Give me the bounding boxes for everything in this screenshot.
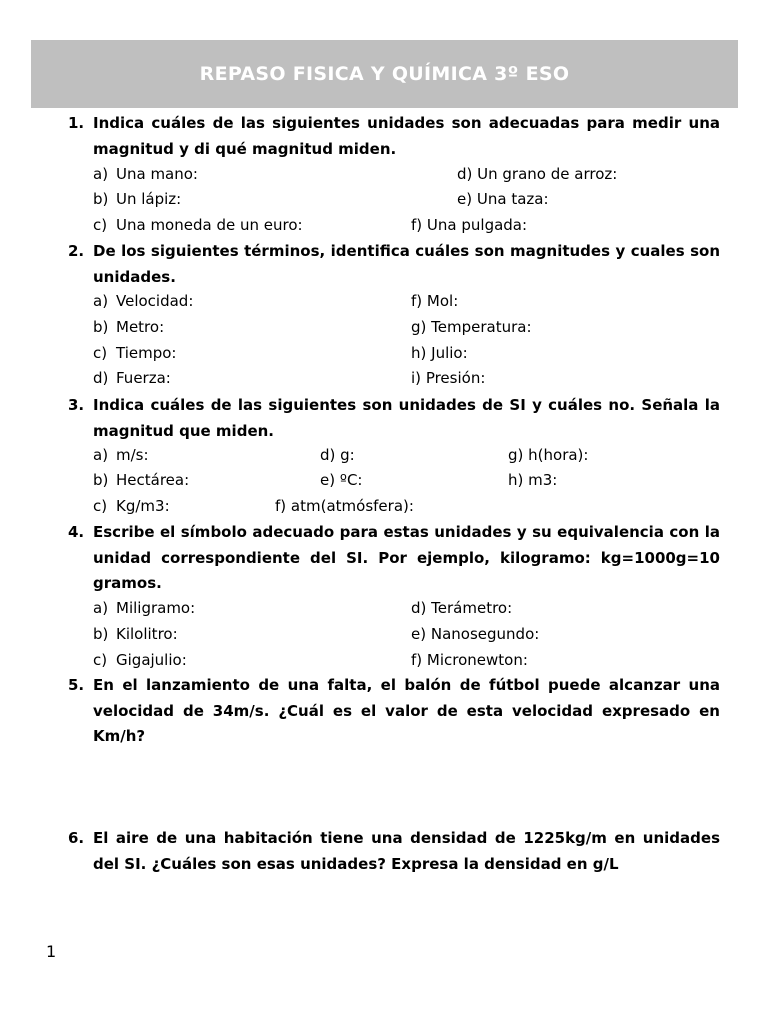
question-6-number: 6. xyxy=(68,829,85,847)
option-label: d) xyxy=(411,599,427,617)
option-label: h) xyxy=(411,344,427,362)
question-3-option-d xyxy=(320,446,355,464)
option-label: b) xyxy=(93,190,109,208)
option-label: f) xyxy=(411,651,423,669)
question-4-option-f xyxy=(411,651,528,669)
option-text: atm(atmósfera): xyxy=(290,497,414,515)
question-5-number: 5. xyxy=(68,676,85,694)
option-label: c) xyxy=(93,651,108,669)
question-2-option-c xyxy=(93,344,176,362)
option-text: Tiempo: xyxy=(116,344,177,362)
option-label: e) xyxy=(457,190,473,208)
option-label: a) xyxy=(93,165,109,183)
question-1-option-e xyxy=(457,190,549,208)
option-label: h) xyxy=(508,471,524,489)
option-label: i) xyxy=(411,369,422,387)
option-text: Velocidad: xyxy=(116,292,194,310)
page-title: REPASO FISICA Y QUÍMICA 3º ESO xyxy=(199,63,570,85)
option-text: h(hora): xyxy=(528,446,589,464)
option-label: c) xyxy=(93,216,108,234)
option-label: f) xyxy=(411,216,423,234)
option-label: f) xyxy=(275,497,287,515)
question-2-option-a xyxy=(93,292,193,310)
option-text: Una moneda de un euro: xyxy=(116,216,303,234)
option-label: g) xyxy=(411,318,427,336)
question-1-option-b xyxy=(93,190,181,208)
option-text: Micronewton: xyxy=(426,651,528,669)
question-3-option-e xyxy=(320,471,362,489)
option-label: d) xyxy=(457,165,473,183)
question-6-text: El aire de una habitación tiene una densidad de 1225kg/m en unidades del SI. ¿Cuáles son esas unidades? Expresa la densidad en g/L xyxy=(93,829,720,873)
option-text: Hectárea: xyxy=(116,471,190,489)
option-label: b) xyxy=(93,471,109,489)
title-banner xyxy=(31,40,738,108)
question-2-option-f xyxy=(411,292,458,310)
option-label: g) xyxy=(508,446,524,464)
option-text: Una pulgada: xyxy=(426,216,528,234)
option-text: m/s: xyxy=(116,446,149,464)
question-3-number: 3. xyxy=(68,396,85,414)
option-text: Un lápiz: xyxy=(116,190,182,208)
question-4-option-a xyxy=(93,599,195,617)
option-label: d) xyxy=(93,369,109,387)
option-text: Kg/m3: xyxy=(116,497,170,515)
page-number: 1 xyxy=(46,942,57,961)
option-text: Temperatura: xyxy=(431,318,532,336)
question-3-option-b xyxy=(93,471,189,489)
question-3-option-g xyxy=(508,446,588,464)
question-4-text: Escribe el símbolo adecuado para estas unidades y su equivalencia con la unidad correspondiente del SI. Por ejemplo, kilogramo: kg=1000g=10 gramos. xyxy=(93,523,720,593)
question-2-option-d xyxy=(93,369,171,387)
option-label: f) xyxy=(411,292,423,310)
option-text: Presión: xyxy=(425,369,486,387)
option-text: Metro: xyxy=(116,318,165,336)
question-4-option-c xyxy=(93,651,187,669)
question-1-text: Indica cuáles de las siguientes unidades son adecuadas para medir una magnitud y di qué magnitud miden. xyxy=(93,114,720,158)
question-2-number: 2. xyxy=(68,242,85,260)
question-4-number: 4. xyxy=(68,523,85,541)
option-text: Miligramo: xyxy=(116,599,196,617)
option-text: Nanosegundo: xyxy=(430,625,540,643)
option-label: e) xyxy=(411,625,427,643)
question-2-option-b xyxy=(93,318,164,336)
option-text: ºC: xyxy=(339,471,363,489)
option-text: Terámetro: xyxy=(431,599,513,617)
option-text: Gigajulio: xyxy=(116,651,187,669)
question-2-option-h xyxy=(411,344,468,362)
option-label: b) xyxy=(93,625,109,643)
question-4-option-d xyxy=(411,599,512,617)
option-text: Mol: xyxy=(426,292,459,310)
option-text: Julio: xyxy=(431,344,468,362)
question-1-option-d xyxy=(457,165,617,183)
option-text: Kilolitro: xyxy=(116,625,178,643)
question-4-option-e xyxy=(411,625,539,643)
question-1-option-c xyxy=(93,216,303,234)
question-3-text: Indica cuáles de las siguientes son unidades de SI y cuáles no. Señala la magnitud que miden. xyxy=(93,396,720,440)
question-2-option-g xyxy=(411,318,532,336)
option-label: c) xyxy=(93,497,108,515)
option-text: Fuerza: xyxy=(116,369,171,387)
option-label: e) xyxy=(320,471,336,489)
question-3-option-a xyxy=(93,446,149,464)
option-label: a) xyxy=(93,446,109,464)
option-text: m3: xyxy=(528,471,558,489)
question-3-option-f xyxy=(275,497,414,515)
question-1-number: 1. xyxy=(68,114,85,132)
question-1-option-f xyxy=(411,216,527,234)
question-5-text: En el lanzamiento de una falta, el balón de fútbol puede alcanzar una velocidad de 34m/s. ¿Cuál es el valor de esta velocidad expresado en Km/h? xyxy=(93,676,720,746)
option-label: a) xyxy=(93,292,109,310)
question-3-option-h xyxy=(508,471,557,489)
question-2-text: De los siguientes términos, identifica cuáles son magnitudes y cuales son unidades. xyxy=(93,242,720,286)
option-label: a) xyxy=(93,599,109,617)
question-1-option-a xyxy=(93,165,198,183)
option-text: Un grano de arroz: xyxy=(477,165,618,183)
option-text: Una mano: xyxy=(116,165,198,183)
question-4-option-b xyxy=(93,625,178,643)
question-3-option-c xyxy=(93,497,170,515)
option-label: b) xyxy=(93,318,109,336)
option-text: g: xyxy=(340,446,355,464)
option-text: Una taza: xyxy=(476,190,549,208)
question-2-option-i xyxy=(411,369,485,387)
option-label: c) xyxy=(93,344,108,362)
option-label: d) xyxy=(320,446,336,464)
